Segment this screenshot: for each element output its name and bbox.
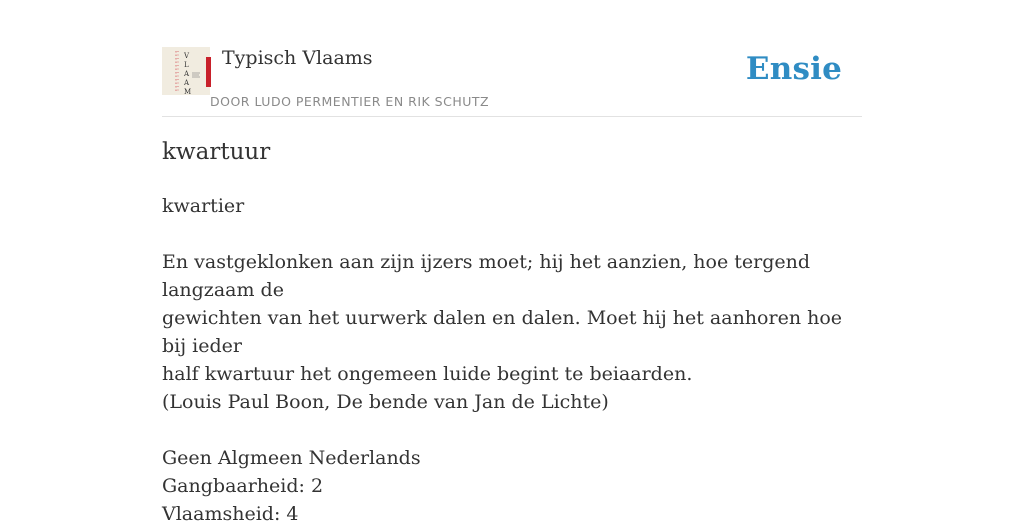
book-cover-image [162,47,210,95]
ensie-logo-link[interactable]: Ensie [745,51,842,87]
spacer [162,220,862,248]
book-title[interactable]: Typisch Vlaams [222,47,373,69]
gangbaarheid-rating: Gangbaarheid: 2 [162,475,324,497]
standard-language-note: Geen Algmeen Nederlands [162,447,421,469]
svg-text:A: A [184,70,190,78]
svg-text:L: L [184,61,189,69]
quote-line: gewichten van het uurwerk dalen en dalen. Moet hij het aanhoren hoe bij ieder [162,307,843,357]
entry-title: kwartuur [162,139,271,165]
quote-source: (Louis Paul Boon, De bende van Jan de Lichte) [162,391,609,413]
svg-text:A: A [184,79,190,87]
quote-line: half kwartuur het ongemeen luide begint te beiaarden. [162,363,693,385]
book-header [162,44,862,117]
svg-text:V: V [184,52,190,60]
book-authors: DOOR LUDO PERMENTIER EN RIK SCHUTZ [210,94,490,109]
entry-definition: kwartier [162,195,245,217]
vlaamsheid-rating: Vlaamsheid: 4 [162,503,299,525]
entry-body [162,192,862,528]
svg-text:M: M [184,88,192,96]
book-cover-logo[interactable] [162,47,210,95]
quote-line: En vastgeklonken aan zijn ijzers moet; hij het aanzien, hoe tergend langzaam de [162,251,811,301]
spacer [162,416,862,444]
